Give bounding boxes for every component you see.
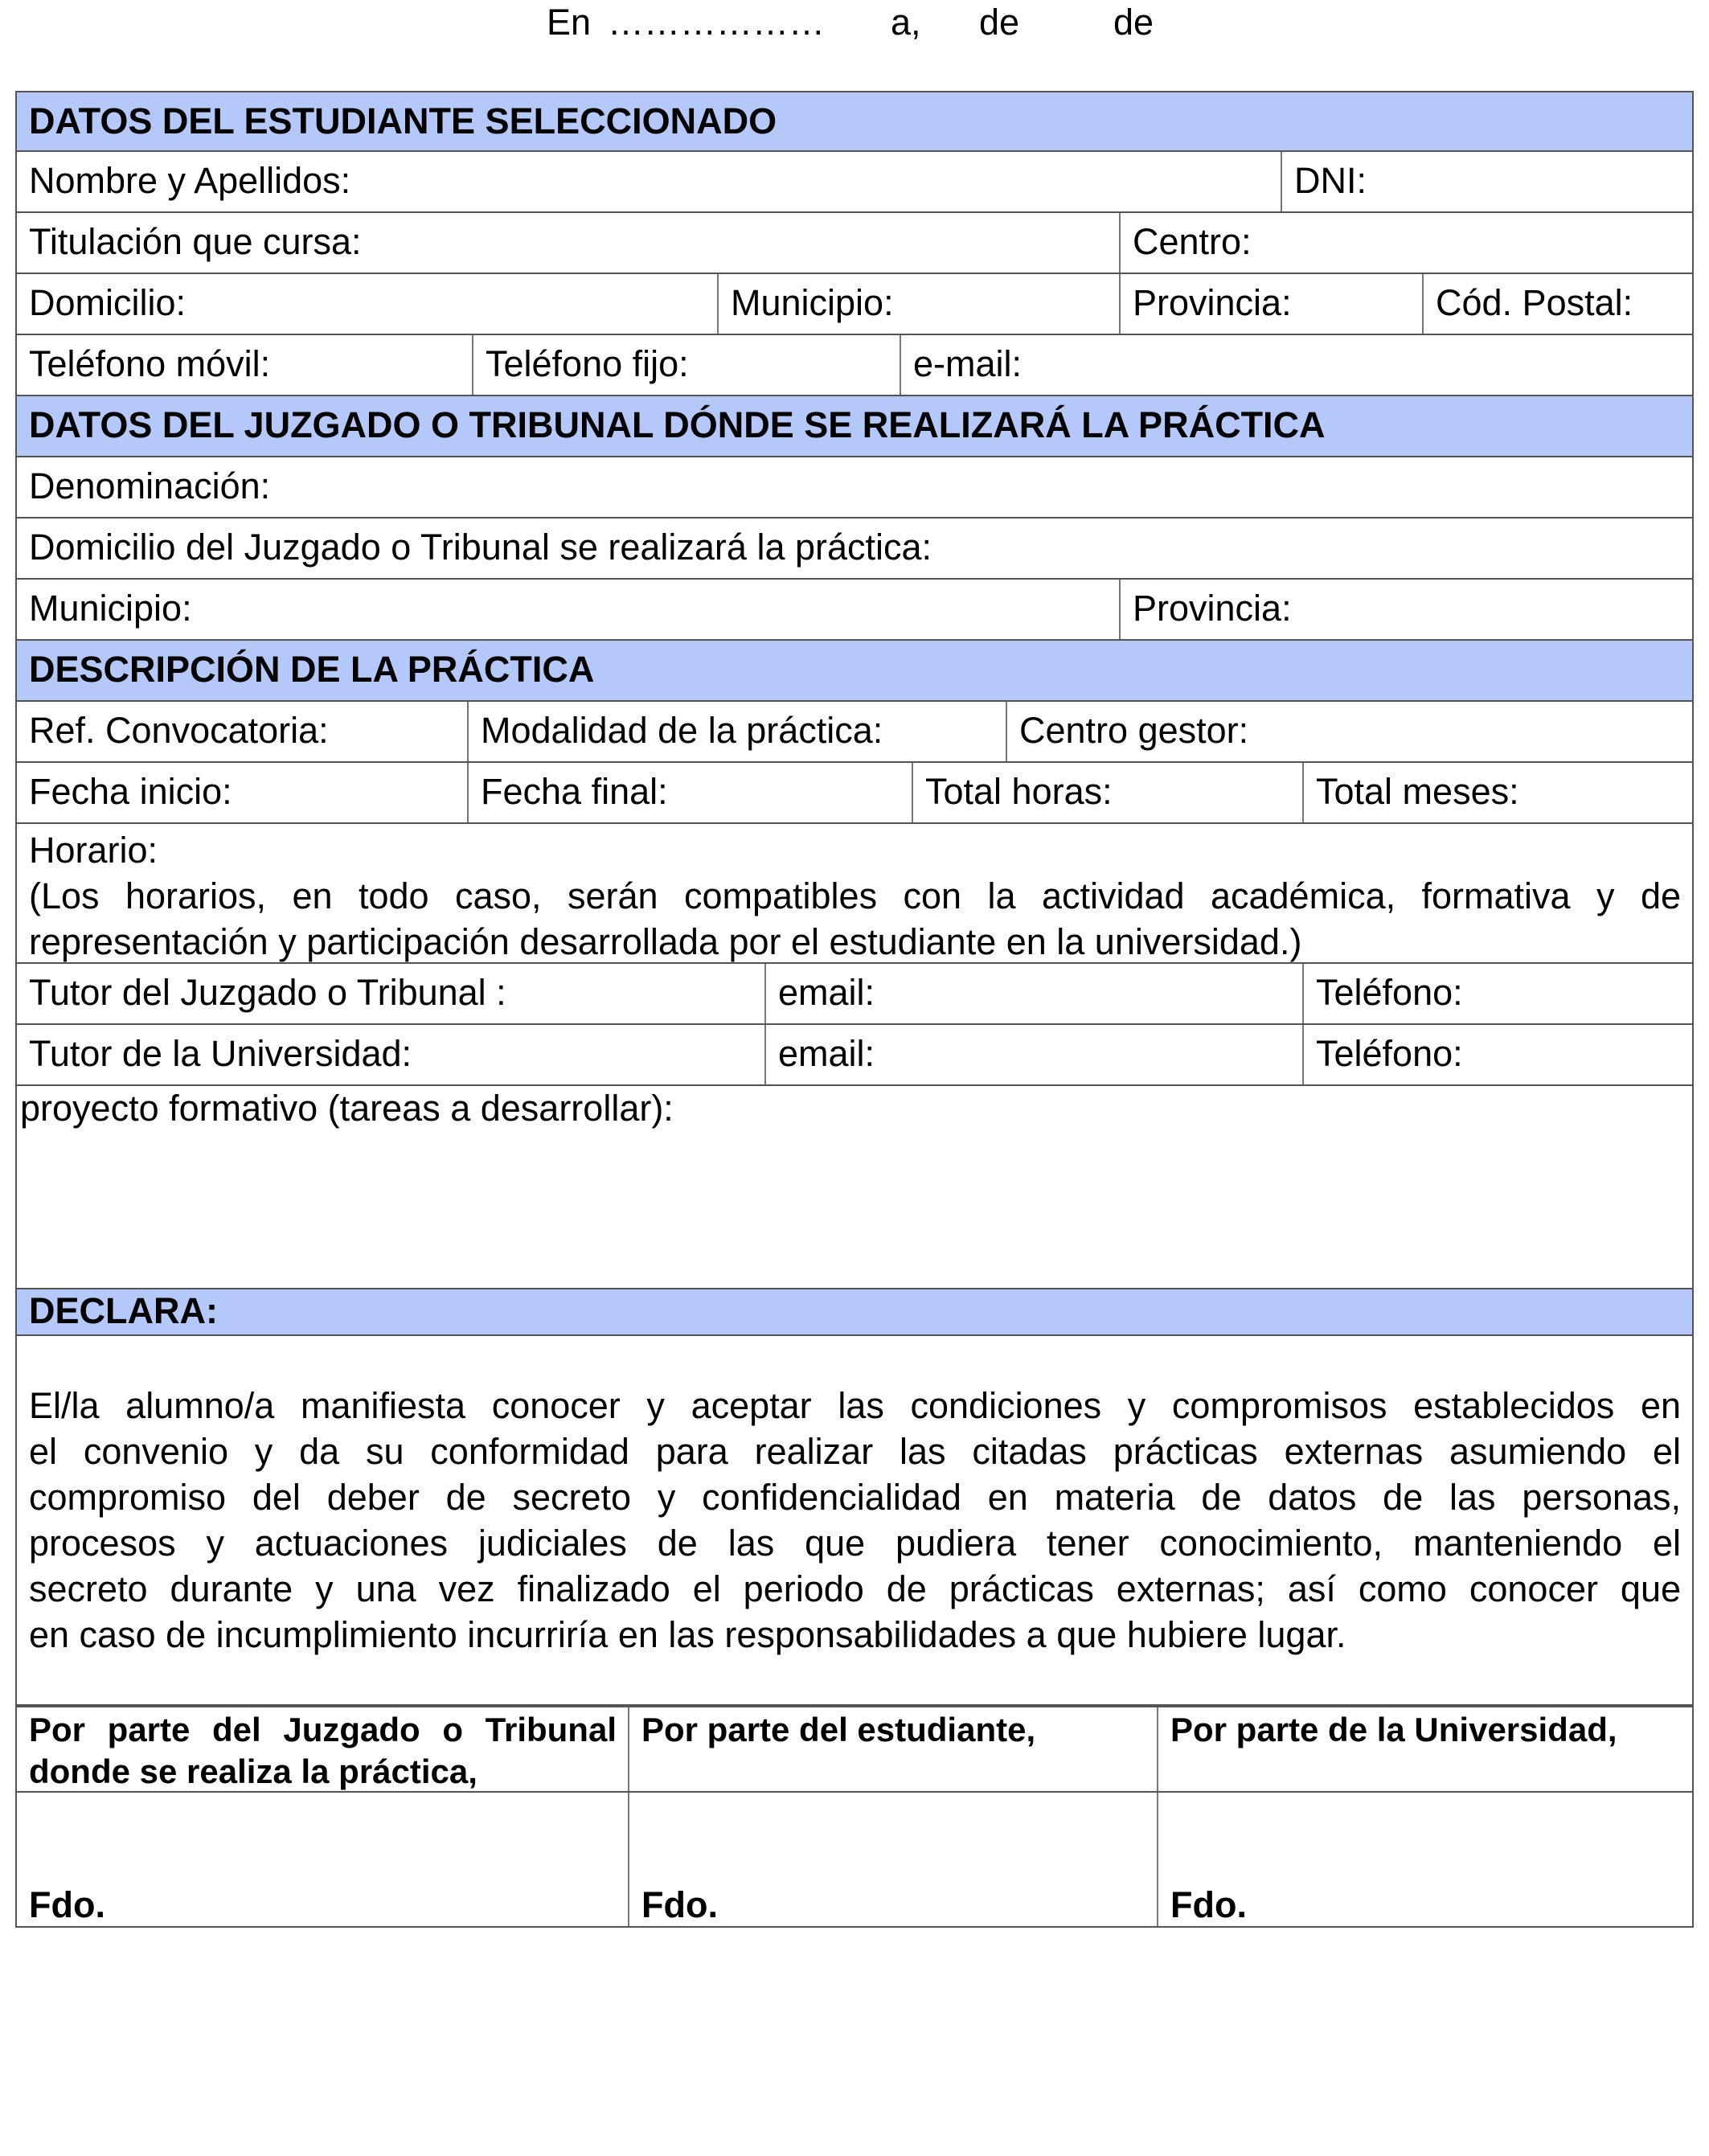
declara-title: DECLARA:: [29, 1290, 218, 1331]
denominacion-row: [15, 457, 1694, 519]
student-email-field[interactable]: e-mail:: [913, 343, 1023, 384]
court-signature-heading-line-1: Por parte del Juzgado o Tribunal: [29, 1711, 617, 1748]
declara-line-6: en caso de incumplimiento incurriría en las responsabilidades a que hubiere lugar.: [29, 1614, 1346, 1655]
dates-row: [15, 763, 1694, 824]
student-section-title: DATOS DEL ESTUDIANTE SELECCIONADO: [29, 100, 777, 141]
declara-text: [15, 1336, 1694, 1706]
de-label-2: de: [1113, 2, 1154, 43]
court-signature-heading-line-2: donde se realiza la práctica,: [29, 1752, 477, 1790]
signature-row: [15, 1793, 1694, 1928]
place-date-line: [0, 0, 1709, 48]
court-municipio-field[interactable]: Municipio:: [17, 580, 1121, 639]
court-signature-box[interactable]: [17, 1793, 629, 1926]
horario-block[interactable]: [15, 824, 1694, 964]
court-tutor-phone-field[interactable]: Teléfono:: [1316, 972, 1463, 1013]
student-fdo-label: Fdo.: [641, 1884, 718, 1925]
horario-note-line-1: (Los horarios, en todo caso, serán compatibles con la actividad académica, formativa y de: [29, 875, 1681, 916]
university-tutor-row: [15, 1025, 1694, 1086]
court-address-row: [15, 519, 1694, 580]
postal-code-field[interactable]: Cód. Postal:: [1436, 282, 1633, 323]
provincia-field[interactable]: Provincia:: [1121, 274, 1424, 334]
court-address-field[interactable]: Domicilio del Juzgado o Tribunal se realizará la práctica:: [29, 527, 932, 568]
declara-line-1: El/la alumno/a manifiesta conocer y aceptar las condiciones y compromisos establecidos en: [29, 1385, 1681, 1426]
declara-header: [15, 1289, 1694, 1336]
court-location-row: [15, 580, 1694, 641]
dni-field[interactable]: DNI:: [1294, 160, 1367, 201]
court-provincia-field[interactable]: Provincia:: [1133, 588, 1292, 629]
proyecto-formativo-field[interactable]: [15, 1086, 1694, 1289]
domicilio-row: [15, 274, 1694, 335]
fecha-final-field[interactable]: Fecha final:: [469, 763, 913, 822]
court-section-header: [15, 396, 1694, 457]
university-tutor-phone-field[interactable]: Teléfono:: [1316, 1033, 1463, 1074]
declara-line-3: compromiso del deber de secreto y confidencialidad en materia de datos de las personas,: [29, 1477, 1681, 1518]
court-tutor-row: [15, 964, 1694, 1025]
practice-section-title: DESCRIPCIÓN DE LA PRÁCTICA: [29, 649, 595, 690]
student-section-header: [15, 91, 1694, 152]
university-tutor-field[interactable]: Tutor de la Universidad:: [17, 1025, 766, 1084]
university-signature-heading: Por parte de la Universidad,: [1170, 1711, 1617, 1748]
court-section-title: DATOS DEL JUZGADO O TRIBUNAL DÓNDE SE REALIZARÁ LA PRÁCTICA: [29, 404, 1326, 445]
fecha-inicio-field[interactable]: Fecha inicio:: [17, 763, 469, 822]
titulacion-row: [15, 213, 1694, 274]
horario-note-line-2: representación y participación desarrollada por el estudiante en la universidad.): [29, 921, 1302, 962]
university-tutor-email-field[interactable]: email:: [766, 1025, 1304, 1084]
total-meses-field[interactable]: Total meses:: [1316, 771, 1519, 812]
municipio-field[interactable]: Municipio:: [719, 274, 1121, 334]
practice-form: [15, 91, 1694, 1928]
denominacion-field[interactable]: Denominación:: [29, 465, 271, 506]
declara-line-2: el convenio y da su conformidad para realizar las citadas prácticas externas asumiendo el: [29, 1431, 1681, 1472]
court-signature-heading: [17, 1707, 629, 1791]
court-fdo-label: Fdo.: [29, 1884, 105, 1925]
signature-header-row: [15, 1706, 1694, 1793]
practice-section-header: [15, 641, 1694, 702]
place-dots: ………………: [608, 2, 825, 43]
total-horas-field[interactable]: Total horas:: [913, 763, 1304, 822]
court-tutor-email-field[interactable]: email:: [766, 964, 1304, 1023]
horario-label: Horario:: [29, 830, 158, 871]
nombre-field[interactable]: Nombre y Apellidos:: [17, 152, 1282, 211]
university-fdo-label: Fdo.: [1170, 1884, 1247, 1925]
domicilio-field[interactable]: Domicilio:: [17, 274, 719, 334]
student-name-row: [15, 152, 1694, 213]
declara-line-5: secreto durante y una vez finalizado el periodo de prácticas externas; así como conocer que: [29, 1568, 1681, 1609]
centro-gestor-field[interactable]: Centro gestor:: [1019, 710, 1249, 751]
a-label: a,: [891, 2, 921, 43]
ref-convocatoria-field[interactable]: Ref. Convocatoria:: [17, 702, 469, 761]
proyecto-formativo-label: proyecto formativo (tareas a desarrollar):: [20, 1088, 674, 1129]
court-tutor-field[interactable]: Tutor del Juzgado o Tribunal :: [17, 964, 766, 1023]
convocatoria-row: [15, 702, 1694, 763]
mobile-phone-field[interactable]: Teléfono móvil:: [17, 335, 473, 395]
student-signature-heading: Por parte del estudiante,: [629, 1707, 1158, 1791]
phones-row: [15, 335, 1694, 396]
modalidad-field[interactable]: Modalidad de la práctica:: [469, 702, 1007, 761]
university-signature-box[interactable]: [1158, 1793, 1692, 1926]
declara-line-4: procesos y actuaciones judiciales de las que pudiera tener conocimiento, manteniendo el: [29, 1523, 1681, 1564]
landline-phone-field[interactable]: Teléfono fijo:: [473, 335, 901, 395]
titulacion-field[interactable]: Titulación que cursa:: [17, 213, 1121, 273]
student-signature-box[interactable]: [629, 1793, 1158, 1926]
en-label: En: [547, 2, 592, 43]
de-label-1: de: [979, 2, 1020, 43]
centro-field[interactable]: Centro:: [1133, 221, 1252, 262]
